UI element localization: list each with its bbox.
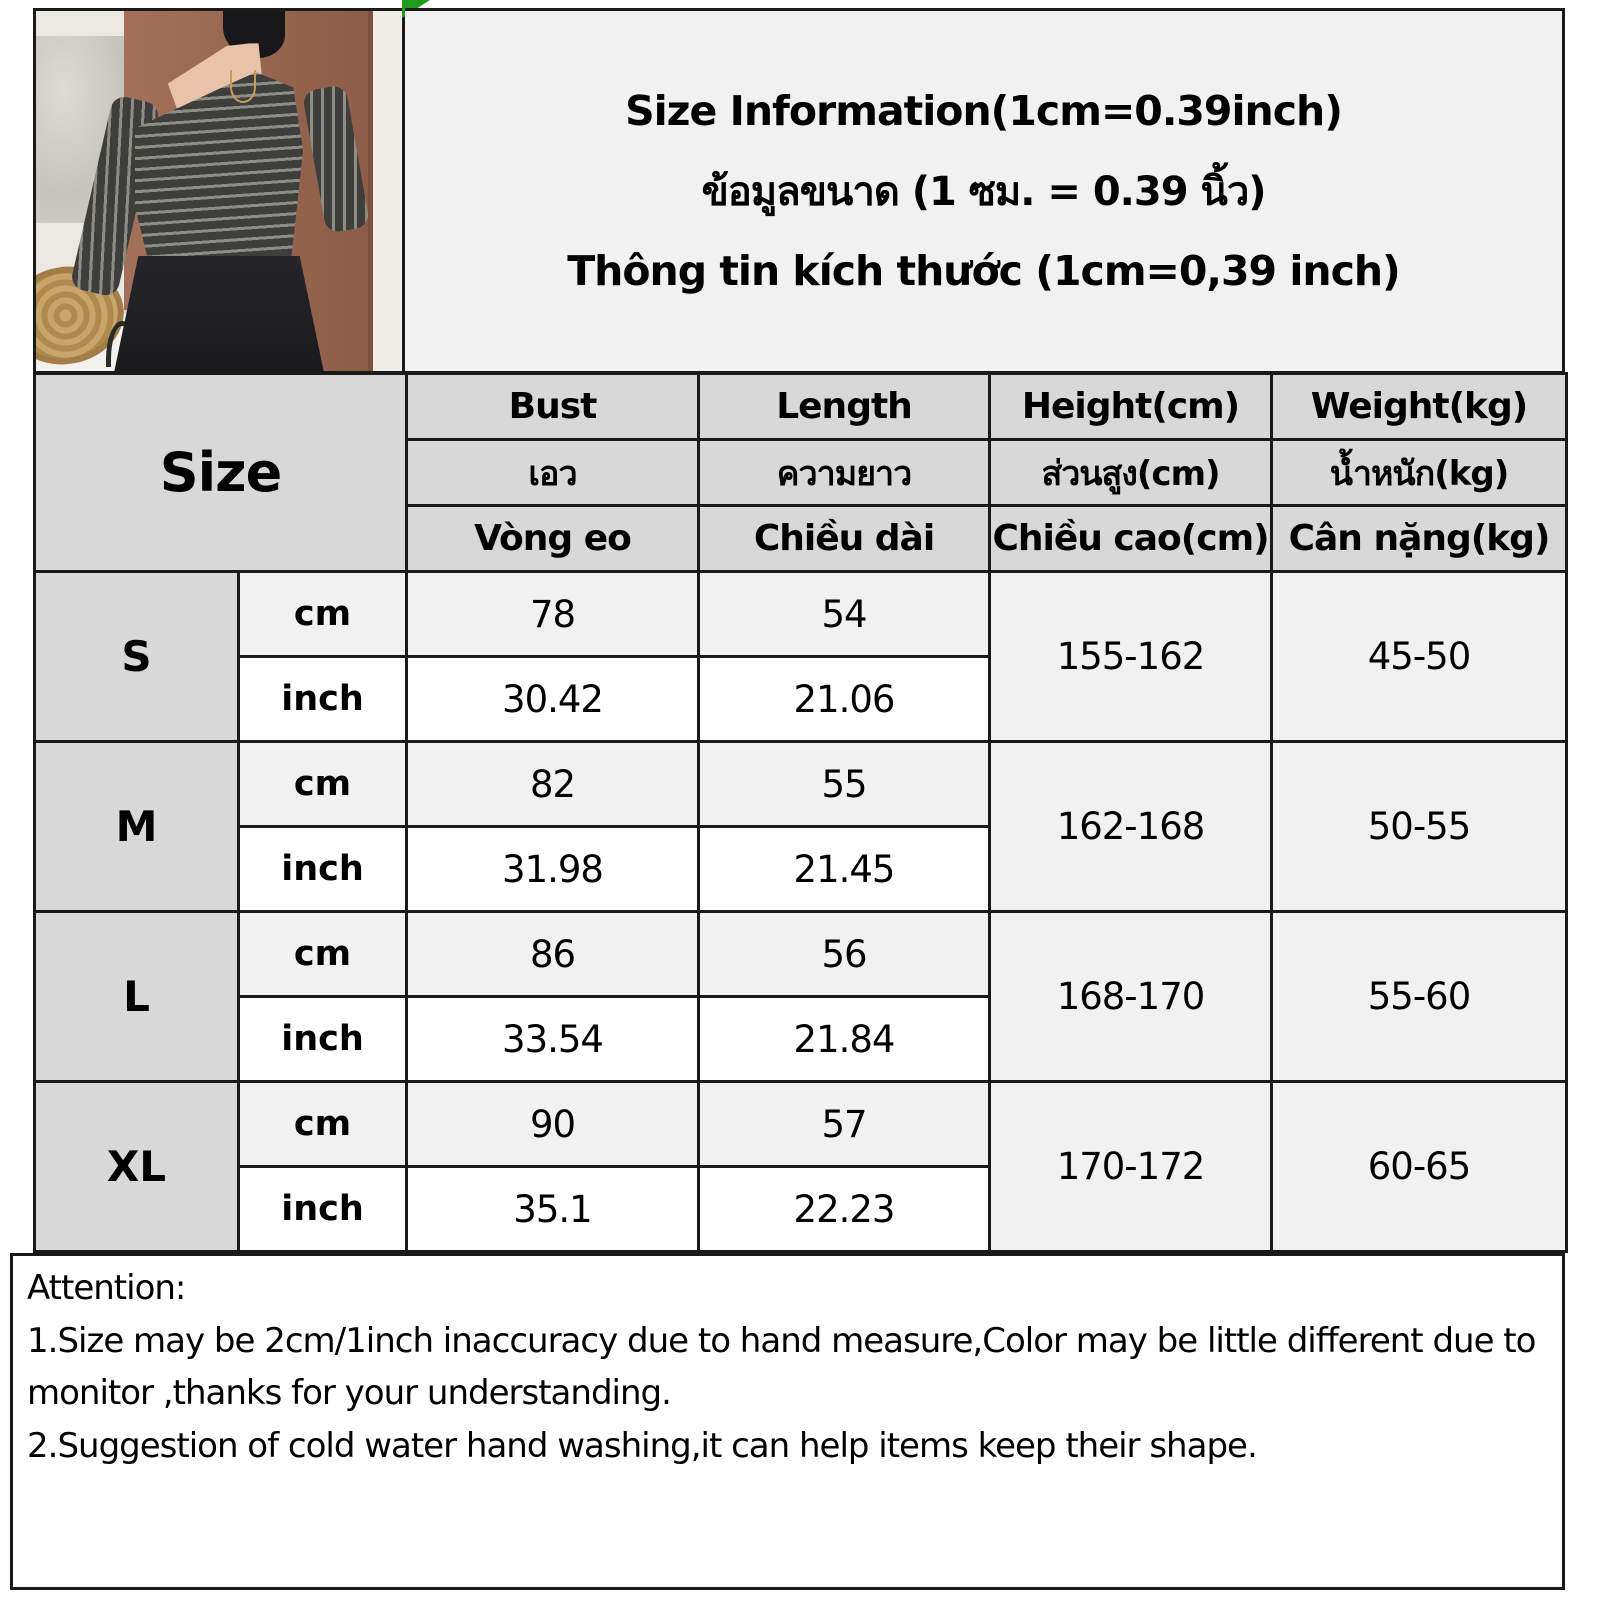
attention-notes (10, 1253, 1565, 1590)
size-table (33, 372, 1568, 1253)
header-row-english (35, 374, 1567, 440)
col-height-th: ส่วนสูง(cm) (990, 440, 1272, 506)
s-length-inch: 21.06 (699, 657, 990, 742)
m-height-range: 162-168 (990, 742, 1272, 912)
size-column-header: Size (35, 374, 407, 572)
photo-scene (36, 11, 402, 371)
xl-bust-inch: 35.1 (407, 1167, 699, 1252)
col-bust-th: เอว (407, 440, 699, 506)
unit-inch: inch (239, 657, 407, 742)
s-weight-range: 45-50 (1272, 572, 1567, 742)
m-bust-inch: 31.98 (407, 827, 699, 912)
l-bust-inch: 33.54 (407, 997, 699, 1082)
xl-bust-cm: 90 (407, 1082, 699, 1167)
l-length-inch: 21.84 (699, 997, 990, 1082)
col-bust-en: Bust (407, 374, 699, 440)
attention-note-1: 1.Size may be 2cm/1inch inaccuracy due to hand measure,Color may be little different due to monitor ,thanks for your understanding. (27, 1320, 1536, 1414)
unit-inch: inch (239, 1167, 407, 1252)
size-label-s: S (35, 572, 239, 742)
m-length-inch: 21.45 (699, 827, 990, 912)
col-weight-vi: Cân nặng(kg) (1272, 506, 1567, 572)
unit-cm: cm (239, 912, 407, 997)
table-row (35, 1082, 1567, 1167)
s-bust-inch: 30.42 (407, 657, 699, 742)
xl-height-range: 170-172 (990, 1082, 1272, 1252)
col-height-en: Height(cm) (990, 374, 1272, 440)
col-height-vi: Chiều cao(cm) (990, 506, 1272, 572)
title-thai: ข้อมูลขนาด (1 ซม. = 0.39 นิ้ว) (701, 169, 1266, 215)
m-length-cm: 55 (699, 742, 990, 827)
size-label-l: L (35, 912, 239, 1082)
l-bust-cm: 86 (407, 912, 699, 997)
xl-weight-range: 60-65 (1272, 1082, 1567, 1252)
table-row (35, 912, 1567, 997)
unit-inch: inch (239, 997, 407, 1082)
xl-length-cm: 57 (699, 1082, 990, 1167)
table-row (35, 742, 1567, 827)
l-height-range: 168-170 (990, 912, 1272, 1082)
m-weight-range: 50-55 (1272, 742, 1567, 912)
model-necklace (230, 70, 256, 102)
photo-side-wall (373, 11, 402, 371)
title-english: Size Information(1cm=0.39inch) (625, 87, 1342, 135)
s-bust-cm: 78 (407, 572, 699, 657)
attention-note-2: 2.Suggestion of cold water hand washing,it can help items keep their shape. (27, 1426, 1257, 1467)
title-vietnamese: Thông tin kích thước (1cm=0,39 inch) (567, 247, 1400, 295)
col-length-vi: Chiều dài (699, 506, 990, 572)
size-information-header (405, 8, 1565, 374)
s-length-cm: 54 (699, 572, 990, 657)
unit-cm: cm (239, 1082, 407, 1167)
l-length-cm: 56 (699, 912, 990, 997)
l-weight-range: 55-60 (1272, 912, 1567, 1082)
unit-inch: inch (239, 827, 407, 912)
col-weight-th: น้ำหนัก(kg) (1272, 440, 1567, 506)
xl-length-inch: 22.23 (699, 1167, 990, 1252)
col-length-en: Length (699, 374, 990, 440)
size-label-m: M (35, 742, 239, 912)
product-photo (33, 8, 405, 374)
col-bust-vi: Vòng eo (407, 506, 699, 572)
attention-heading: Attention: (27, 1268, 186, 1308)
table-row (35, 572, 1567, 657)
m-bust-cm: 82 (407, 742, 699, 827)
model-skirt (113, 256, 325, 371)
unit-cm: cm (239, 572, 407, 657)
col-length-th: ความยาว (699, 440, 990, 506)
size-label-xl: XL (35, 1082, 239, 1252)
unit-cm: cm (239, 742, 407, 827)
s-height-range: 155-162 (990, 572, 1272, 742)
col-weight-en: Weight(kg) (1272, 374, 1567, 440)
